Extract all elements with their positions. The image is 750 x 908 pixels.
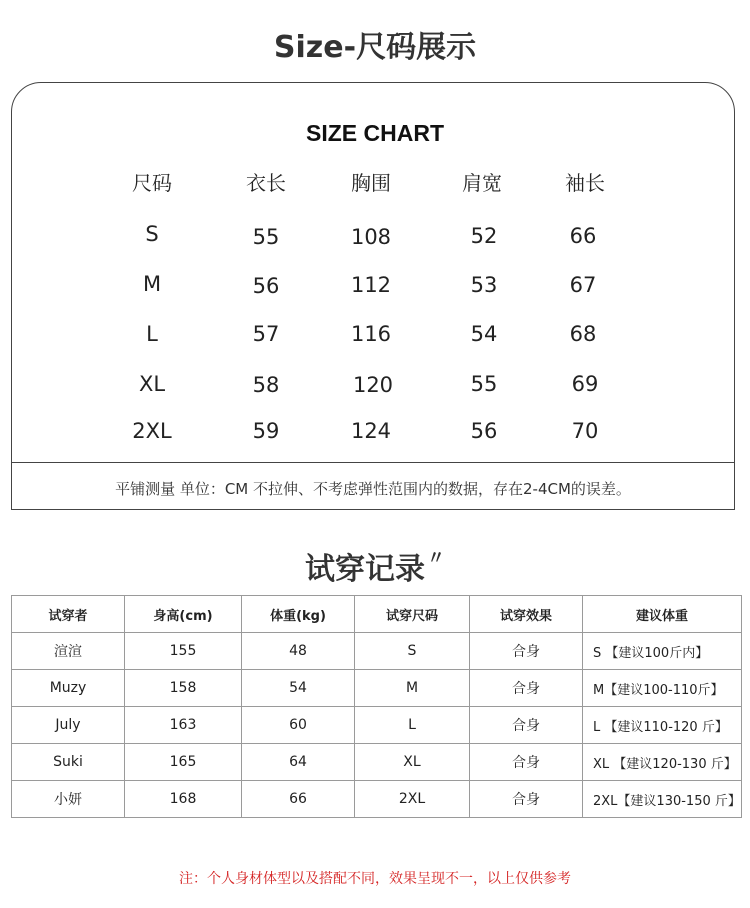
tryon-cell: 合身 <box>470 707 583 744</box>
tryon-table <box>11 595 742 818</box>
size-cell: 108 <box>350 225 392 249</box>
size-cell: 53 <box>470 273 498 297</box>
table-row <box>12 670 742 707</box>
tryon-cell: 60 <box>242 707 355 744</box>
size-cell: XL <box>138 372 166 396</box>
size-cell: 112 <box>350 273 392 297</box>
tryon-cell: 合身 <box>470 670 583 707</box>
size-cell: L <box>146 322 158 346</box>
tryon-title-text: 试穿记录 <box>305 552 425 587</box>
measurement-note: 平铺测量 单位：CM 不拉伸、不考虑弹性范围内的数据，存在2-4CM的误差。 <box>115 480 631 498</box>
tryon-cell: 2XL【建议130-150 斤】 <box>583 781 742 818</box>
tryon-header-suggested-weight: 建议体重 <box>583 596 742 633</box>
size-section-title: Size-尺码展示 <box>273 30 477 65</box>
size-cell: 70 <box>571 419 599 443</box>
size-cell: 68 <box>569 322 597 346</box>
size-header-size: 尺码 <box>132 171 172 195</box>
tryon-section-title <box>0 544 750 588</box>
size-cell: 57 <box>252 322 280 346</box>
size-chart-divider <box>11 462 735 463</box>
size-cell: 56 <box>252 274 280 298</box>
table-row <box>12 707 742 744</box>
tryon-cell: L <box>355 707 470 744</box>
size-cell: 56 <box>470 419 498 443</box>
size-cell: 69 <box>571 372 599 396</box>
tryon-cell: 合身 <box>470 744 583 781</box>
tryon-cell: 54 <box>242 670 355 707</box>
tryon-cell: 158 <box>125 670 242 707</box>
tryon-cell: 48 <box>242 633 355 670</box>
size-cell: 55 <box>252 225 280 249</box>
tryon-cell: Muzy <box>12 670 125 707</box>
tryon-cell: 64 <box>242 744 355 781</box>
tryon-cell: XL 【建议120-130 斤】 <box>583 744 742 781</box>
tryon-cell: M <box>355 670 470 707</box>
tryon-cell: S 【建议100斤内】 <box>583 633 742 670</box>
tryon-header-row <box>12 596 742 633</box>
tryon-cell: Suki <box>12 744 125 781</box>
size-header-shoulder: 肩宽 <box>462 171 502 195</box>
tryon-cell: 66 <box>242 781 355 818</box>
tryon-header-size: 试穿尺码 <box>355 596 470 633</box>
size-cell: 116 <box>350 322 392 346</box>
tryon-cell: XL <box>355 744 470 781</box>
squiggle-icon: 〃 <box>427 548 445 569</box>
tryon-cell: L 【建议110-120 斤】 <box>583 707 742 744</box>
size-cell: 120 <box>352 373 394 397</box>
size-header-sleeve: 袖长 <box>565 171 605 195</box>
size-cell: 66 <box>569 224 597 248</box>
tryon-cell: 渲渲 <box>12 633 125 670</box>
size-cell: 52 <box>470 224 498 248</box>
tryon-header-weight: 体重(kg) <box>242 596 355 633</box>
size-cell: 54 <box>470 322 498 346</box>
size-cell: 55 <box>470 372 498 396</box>
size-cell: M <box>142 272 162 296</box>
size-header-chest: 胸围 <box>351 171 391 195</box>
size-cell: 59 <box>252 419 280 443</box>
tryon-cell: S <box>355 633 470 670</box>
table-row <box>12 744 742 781</box>
table-row <box>12 781 742 818</box>
table-row <box>12 633 742 670</box>
tryon-cell: 165 <box>125 744 242 781</box>
tryon-cell: 2XL <box>355 781 470 818</box>
size-header-length: 衣长 <box>246 171 286 195</box>
size-cell: 2XL <box>132 419 172 443</box>
size-cell: 124 <box>350 419 392 443</box>
tryon-header-height: 身高(cm) <box>125 596 242 633</box>
tryon-cell: M【建议100-110斤】 <box>583 670 742 707</box>
tryon-cell: 合身 <box>470 781 583 818</box>
size-chart-heading: SIZE CHART <box>306 120 444 146</box>
size-cell: 58 <box>252 373 280 397</box>
size-cell: S <box>145 222 159 246</box>
tryon-header-tester: 试穿者 <box>12 596 125 633</box>
tryon-cell: July <box>12 707 125 744</box>
tryon-cell: 168 <box>125 781 242 818</box>
tryon-cell: 合身 <box>470 633 583 670</box>
footer-disclaimer: 注：个人身材体型以及搭配不同，效果呈现不一，以上仅供参考 <box>179 871 571 887</box>
size-cell: 67 <box>569 273 597 297</box>
tryon-cell: 155 <box>125 633 242 670</box>
tryon-cell: 小妍 <box>12 781 125 818</box>
tryon-header-fit: 试穿效果 <box>470 596 583 633</box>
tryon-cell: 163 <box>125 707 242 744</box>
